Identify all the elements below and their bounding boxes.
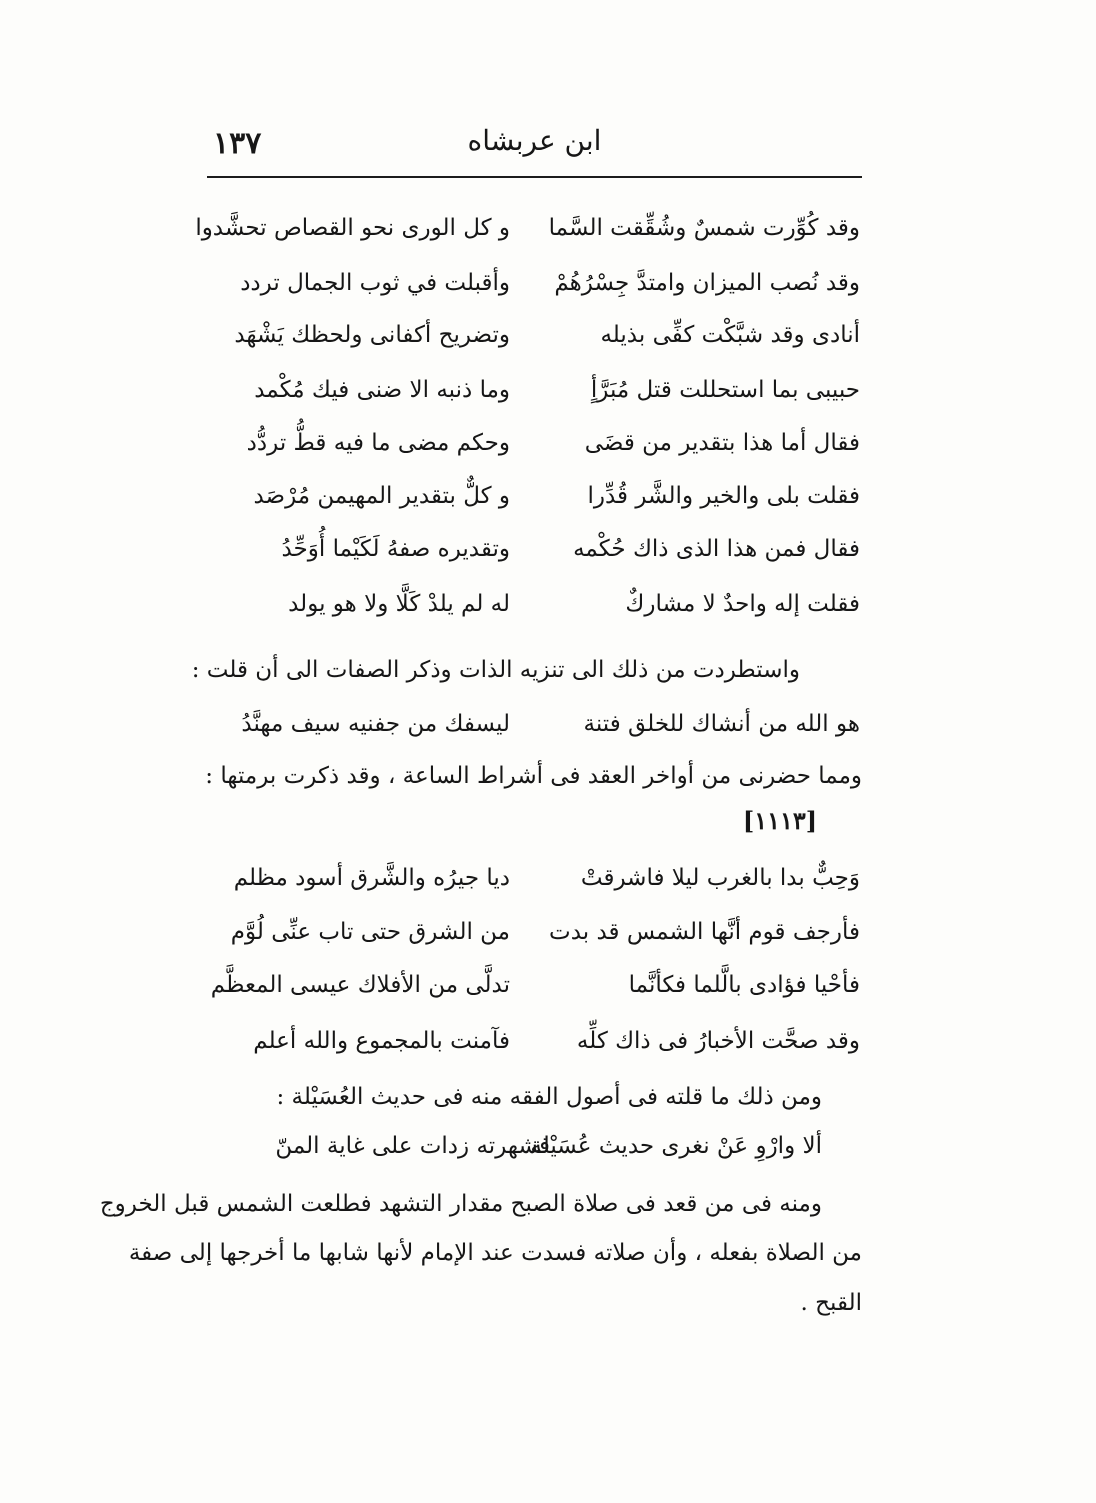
second-hemistich: من الشرق حتى تاب عنِّى لُوَّم [230,919,510,945]
second-hemistich: وأقبلت في ثوب الجمال تردد [240,270,510,296]
first-hemistich: فقلت بلى والخير والشَّر قُدِّرا [587,483,860,509]
first-hemistich: هو الله من أنشاك للخلق فتنة [583,711,860,737]
first-hemistich: فأحْيا فؤادى بالَّلما فكأنَّما [628,972,860,998]
verse-line [210,366,860,414]
poem-number: [١١١٣] [742,806,818,835]
verse-line [210,525,860,573]
second-hemistich: ديا جيرُه والشَّرق أسود مظلم [233,865,510,891]
first-hemistich: فأرجف قوم أنَّها الشمس قد بدت [549,919,860,945]
second-hemistich: وتقديره صفهُ لَكَيْما أُوَحِّدُ [281,536,510,562]
running-title: ابن عربشاه [467,124,602,157]
verse-line [210,700,860,748]
verse-line [210,419,860,467]
verse-line [210,311,860,359]
second-hemistich: و كل الورى نحو القصاص تحشَّدوا [195,215,510,241]
prose-line: ومن ذلك ما قلته فى أصول الفقه منه فى حديث العُسَيْلة : [276,1084,822,1110]
prose-line: من الصلاة بفعله ، وأن صلاته فسدت عند الإمام لأنها شابها ما أخرجها إلى صفة [128,1240,862,1266]
second-hemistich: وتضريح أكفانى ولحظك يَشْهَد [234,322,510,348]
verse-line [210,259,860,307]
second-hemistich: فآمنت بالمجموع والله أعلم [253,1028,510,1054]
verse-line [210,961,860,1009]
prose-line: ومنه فى من قعد فى صلاة الصبح مقدار التشهد فطلعت الشمس قبل الخروج [99,1191,822,1217]
verse-line [210,472,860,520]
page-number: ١٣٧ [213,126,262,161]
second-hemistich: و كلٌّ بتقدير المهيمن مُرْصَد [253,483,510,509]
first-hemistich: وَحِبٌّ بدا بالغرب ليلا فاشرقتْ [580,865,860,891]
prose-line: القبح . [800,1290,862,1316]
second-hemistich: ليسفك من جفنيه سيف مهنَّدُ [241,711,510,737]
first-hemistich: أنادى وقد شبَّكْت كفِّى بذيله [600,322,860,348]
first-hemistich: فقال أما هذا بتقدير من قضَى [584,430,860,456]
verse-line [210,580,860,628]
verse-line [250,1122,822,1170]
second-hemistich: له لم يلدْ كَلَّا ولا هو يولد [288,591,510,617]
first-hemistich: وقد كُوِّرت شمسٌ وشُقِّقت السَّما [548,215,860,241]
verse-line [210,1017,860,1065]
first-hemistich: وقد صحَّت الأخبارُ فى ذاك كلِّه [576,1028,860,1054]
second-hemistich: تدلَّى من الأفلاك عيسى المعظَّم [210,972,510,998]
header-rule [207,176,862,178]
first-hemistich: وقد نُصب الميزان وامتدَّ جِسْرُهُمْ [554,270,860,296]
first-hemistich: حبيبى بما استحللت قتل مُبَرَّأٍ [590,377,860,403]
prose-line: ومما حضرنى من أواخر العقد فى أشراط الساعة ، وقد ذكرت برمتها : [205,763,862,789]
second-hemistich: وحكم مضى ما فيه قطُّ تردُّد [246,430,510,456]
verse-line [210,854,860,902]
second-hemistich: فشهرته زدات على غاية المنّ [275,1133,550,1159]
first-hemistich: ألا وارْوِ عَنْ نغرى حديث عُسَيْلة [530,1133,822,1159]
second-hemistich: وما ذنبه الا ضنى فيك مُكْمد [254,377,510,403]
prose-line: واستطردت من ذلك الى تنزيه الذات وذكر الصفات الى أن قلت : [191,657,800,683]
verse-line [210,908,860,956]
first-hemistich: فقلت إله واحدٌ لا مشاركٌ [625,591,860,617]
verse-line [195,204,860,252]
page-header [207,118,862,176]
first-hemistich: فقال فمن هذا الذى ذاك حُكْمه [573,536,860,562]
